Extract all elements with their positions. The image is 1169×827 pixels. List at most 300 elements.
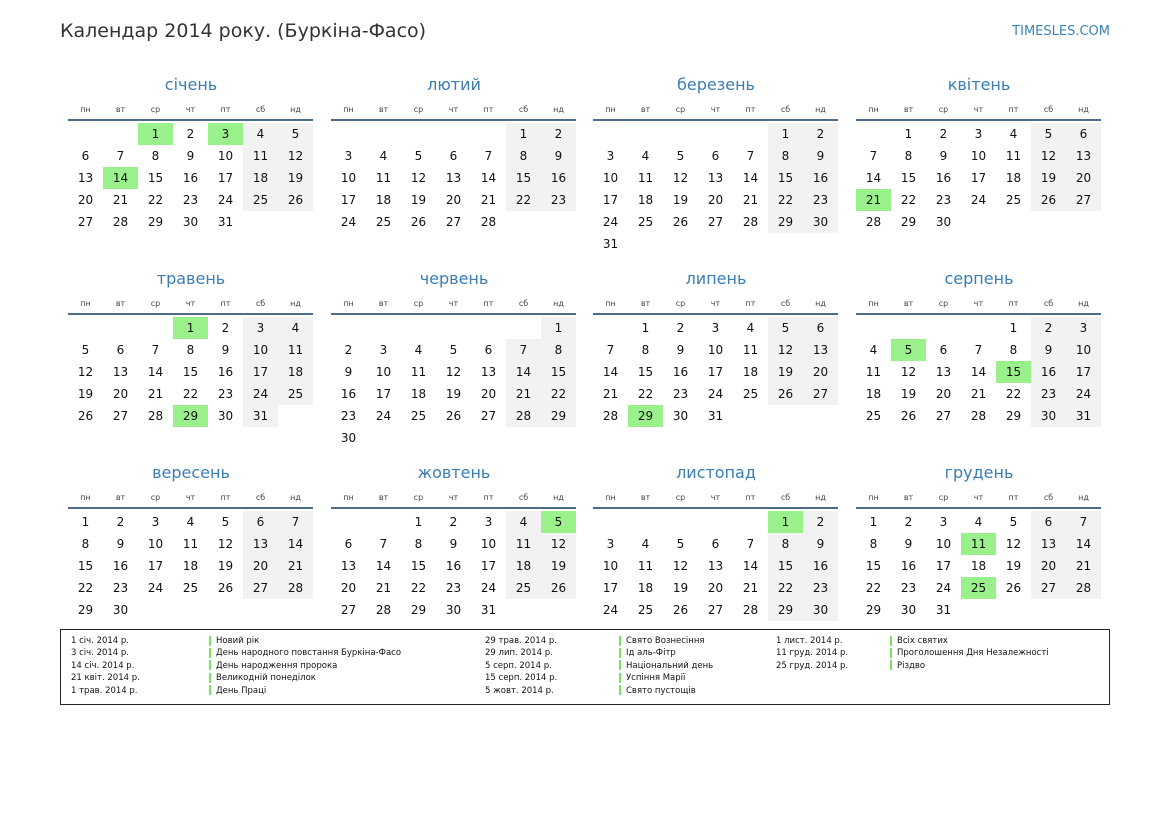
weekday-label: чт	[448, 493, 459, 502]
month-5	[68, 267, 314, 427]
day-cell: 31	[1066, 405, 1101, 427]
legend-date: 11 груд. 2014 р.	[776, 648, 849, 659]
day-grid	[68, 123, 314, 233]
day-cell: 7	[379, 537, 388, 551]
day-cell: 10	[480, 537, 497, 551]
day-cell: 5	[81, 343, 90, 357]
weekday-header	[68, 489, 314, 507]
day-cell: 14	[375, 559, 392, 573]
weekday-header	[331, 101, 577, 119]
day-cell: 17	[243, 361, 278, 383]
weekday-label: пт	[220, 493, 231, 502]
day-cell: 13	[112, 365, 129, 379]
day-cell: 30	[112, 603, 129, 617]
weekday-header	[593, 295, 839, 313]
holiday-day: 25	[961, 577, 996, 599]
day-cell: 15	[147, 171, 164, 185]
day-cell: 3	[484, 515, 493, 529]
day-cell: 26	[278, 189, 313, 211]
day-cell: 19	[672, 581, 689, 595]
weekday-header	[856, 295, 1102, 313]
day-cell: 3	[151, 515, 160, 529]
weekday-label: пн	[80, 299, 91, 308]
day-cell: 12	[672, 559, 689, 573]
day-cell: 6	[1031, 511, 1066, 533]
day-cell: 21	[375, 581, 392, 595]
day-cell: 23	[182, 193, 199, 207]
legend-holiday-name: Проголошення Дня Незалежності	[897, 648, 1049, 659]
day-cell: 9	[541, 145, 576, 167]
day-cell: 6	[449, 149, 458, 163]
day-cell: 27	[803, 383, 838, 405]
day-cell: 11	[278, 339, 313, 361]
header-rule	[856, 119, 1101, 121]
day-cell: 30	[935, 215, 952, 229]
day-cell: 4	[278, 317, 313, 339]
day-cell: 24	[480, 581, 497, 595]
day-cell: 13	[340, 559, 357, 573]
legend-names	[890, 635, 1049, 672]
day-cell: 21	[147, 387, 164, 401]
day-cell: 20	[112, 387, 129, 401]
empty-cell	[331, 123, 366, 145]
legend-date: 1 січ. 2014 р.	[71, 636, 130, 646]
legend-marker	[619, 673, 621, 683]
weekday-label: нд	[1078, 299, 1089, 308]
empty-cell	[663, 123, 698, 145]
day-cell: 21	[742, 581, 759, 595]
day-cell: 27	[445, 215, 462, 229]
legend-item	[209, 647, 401, 659]
weekday-label: сб	[780, 105, 791, 114]
day-cell: 31	[217, 215, 234, 229]
day-cell: 26	[445, 409, 462, 423]
day-cell: 17	[707, 365, 724, 379]
day-cell: 31	[243, 405, 278, 427]
day-cell: 18	[1005, 171, 1022, 185]
month-name: січень	[164, 75, 218, 94]
empty-cell	[891, 317, 926, 339]
day-cell: 19	[217, 559, 234, 573]
empty-cell	[856, 123, 891, 145]
day-cell: 11	[742, 343, 759, 357]
day-grid	[331, 511, 577, 621]
legend-date: 25 груд. 2014 р.	[776, 660, 849, 671]
holiday-day: 1	[138, 123, 173, 145]
day-cell: 22	[768, 577, 803, 599]
day-cell: 23	[445, 581, 462, 595]
legend-date: 15 серп. 2014 р.	[485, 673, 558, 684]
day-cell: 28	[742, 215, 759, 229]
day-cell: 24	[707, 387, 724, 401]
legend-dates	[71, 635, 140, 697]
day-cell: 9	[116, 537, 125, 551]
day-cell: 30	[1031, 405, 1066, 427]
header-rule	[856, 507, 1101, 509]
day-cell: 22	[900, 193, 917, 207]
day-cell: 17	[1066, 361, 1101, 383]
day-cell: 24	[1066, 383, 1101, 405]
weekday-label: пт	[483, 299, 494, 308]
day-cell: 8	[768, 533, 803, 555]
weekday-label: нд	[553, 493, 564, 502]
weekday-label: пт	[1008, 299, 1019, 308]
day-cell: 19	[672, 193, 689, 207]
day-cell: 4	[641, 537, 650, 551]
weekday-label: сб	[780, 493, 791, 502]
empty-cell	[733, 123, 768, 145]
day-cell: 2	[186, 127, 195, 141]
day-cell: 18	[742, 365, 759, 379]
day-cell: 14	[865, 171, 882, 185]
day-cell: 23	[112, 581, 129, 595]
day-cell: 22	[541, 383, 576, 405]
day-cell: 28	[375, 603, 392, 617]
legend-holiday-name: День народного повстання Буркіна-Фасо	[216, 648, 402, 659]
day-cell: 30	[340, 431, 357, 445]
day-cell: 7	[116, 149, 125, 163]
empty-cell	[506, 317, 541, 339]
weekday-label: вт	[640, 105, 651, 114]
day-cell: 25	[243, 189, 278, 211]
day-cell: 8	[541, 339, 576, 361]
day-cell: 8	[768, 145, 803, 167]
day-cell: 13	[1031, 533, 1066, 555]
month-name: серпень	[944, 269, 1014, 288]
day-cell: 28	[1066, 577, 1101, 599]
day-cell: 26	[672, 603, 689, 617]
month-name: вересень	[152, 463, 230, 482]
weekday-header	[331, 489, 577, 507]
day-cell: 7	[746, 149, 755, 163]
day-cell: 12	[1031, 145, 1066, 167]
day-cell: 4	[974, 515, 983, 529]
month-name: квітень	[947, 75, 1011, 94]
day-cell: 11	[637, 171, 654, 185]
month-name: червень	[419, 269, 489, 288]
header-rule	[68, 119, 313, 121]
empty-cell	[926, 317, 961, 339]
day-cell: 30	[445, 603, 462, 617]
day-cell: 9	[344, 365, 353, 379]
day-grid	[593, 511, 839, 621]
day-cell: 2	[803, 123, 838, 145]
day-cell: 28	[865, 215, 882, 229]
holiday-day: 1	[768, 511, 803, 533]
day-cell: 29	[900, 215, 917, 229]
month-10	[331, 461, 577, 621]
day-cell: 18	[637, 581, 654, 595]
weekday-label: сб	[518, 493, 529, 502]
day-cell: 17	[375, 387, 392, 401]
day-cell: 17	[147, 559, 164, 573]
day-cell: 15	[77, 559, 94, 573]
legend-item	[619, 685, 713, 697]
day-cell: 4	[746, 321, 755, 335]
empty-cell	[471, 317, 506, 339]
day-cell: 26	[217, 581, 234, 595]
weekday-label: пт	[483, 493, 494, 502]
day-cell: 22	[865, 581, 882, 595]
month-4	[856, 73, 1102, 233]
day-cell: 13	[1066, 145, 1101, 167]
day-cell: 9	[676, 343, 685, 357]
legend-item	[209, 685, 401, 697]
day-cell: 6	[243, 511, 278, 533]
empty-cell	[593, 123, 628, 145]
weekday-label: сб	[518, 299, 529, 308]
day-cell: 3	[711, 321, 720, 335]
legend-item	[619, 660, 713, 672]
day-cell: 14	[1066, 533, 1101, 555]
holiday-day: 29	[173, 405, 208, 427]
weekday-label: сб	[1043, 105, 1054, 114]
day-cell: 3	[974, 127, 983, 141]
weekday-label: пт	[220, 299, 231, 308]
weekday-label: вт	[640, 299, 651, 308]
holiday-day: 1	[173, 317, 208, 339]
day-cell: 17	[935, 559, 952, 573]
day-cell: 28	[112, 215, 129, 229]
day-cell: 23	[340, 409, 357, 423]
day-cell: 20	[803, 361, 838, 383]
day-cell: 16	[672, 365, 689, 379]
day-cell: 31	[707, 409, 724, 423]
empty-cell	[628, 511, 663, 533]
weekday-label: пн	[80, 105, 91, 114]
day-cell: 20	[1066, 167, 1101, 189]
day-cell: 16	[182, 171, 199, 185]
weekday-label: ср	[413, 493, 424, 502]
day-cell: 27	[1066, 189, 1101, 211]
weekday-label: пн	[343, 299, 354, 308]
day-cell: 17	[970, 171, 987, 185]
weekday-label: ср	[413, 105, 424, 114]
weekday-label: сб	[780, 299, 791, 308]
day-cell: 22	[147, 193, 164, 207]
weekday-label: вт	[378, 105, 389, 114]
legend-dates	[776, 635, 848, 672]
day-cell: 25	[1005, 193, 1022, 207]
weekday-label: нд	[553, 105, 564, 114]
legend-date: 1 трав. 2014 р.	[71, 685, 138, 696]
day-cell: 16	[541, 167, 576, 189]
legend-item	[890, 660, 1049, 672]
day-cell: 24	[602, 215, 619, 229]
day-cell: 1	[414, 515, 423, 529]
day-cell: 20	[1031, 555, 1066, 577]
day-cell: 5	[676, 537, 685, 551]
day-cell: 21	[742, 193, 759, 207]
weekday-label: вт	[903, 299, 914, 308]
day-grid	[856, 123, 1102, 233]
day-cell: 7	[151, 343, 160, 357]
day-cell: 18	[375, 193, 392, 207]
weekday-label: чт	[973, 299, 984, 308]
day-cell: 30	[182, 215, 199, 229]
day-cell: 11	[1005, 149, 1022, 163]
day-cell: 26	[541, 577, 576, 599]
day-cell: 28	[506, 405, 541, 427]
day-cell: 12	[217, 537, 234, 551]
day-cell: 13	[445, 171, 462, 185]
day-cell: 23	[217, 387, 234, 401]
day-cell: 14	[602, 365, 619, 379]
day-cell: 4	[243, 123, 278, 145]
day-cell: 10	[602, 559, 619, 573]
day-cell: 24	[147, 581, 164, 595]
empty-cell	[331, 317, 366, 339]
legend-holiday-name: Успіння Марії	[626, 673, 686, 684]
day-cell: 25	[278, 383, 313, 405]
day-cell: 9	[939, 149, 948, 163]
day-cell: 17	[480, 559, 497, 573]
site-link[interactable]: TIMESLES.COM	[1012, 24, 1110, 39]
month-name: лютий	[427, 75, 481, 94]
day-cell: 26	[1005, 581, 1022, 595]
day-cell: 29	[77, 603, 94, 617]
holiday-day: 14	[103, 167, 138, 189]
day-cell: 18	[506, 555, 541, 577]
month-2	[331, 73, 577, 233]
day-cell: 9	[904, 537, 913, 551]
day-grid	[331, 317, 577, 449]
legend-holiday-name: Свято Вознесіння	[626, 636, 705, 646]
weekday-label: пн	[605, 105, 616, 114]
day-cell: 14	[742, 171, 759, 185]
weekday-label: вт	[115, 493, 126, 502]
weekday-label: сб	[255, 299, 266, 308]
weekday-label: вт	[903, 493, 914, 502]
day-cell: 5	[221, 515, 230, 529]
day-cell: 16	[803, 167, 838, 189]
day-cell: 31	[935, 603, 952, 617]
day-cell: 16	[445, 559, 462, 573]
weekday-label: пт	[1008, 105, 1019, 114]
day-cell: 13	[803, 339, 838, 361]
day-cell: 28	[970, 409, 987, 423]
legend-marker	[619, 685, 621, 695]
day-cell: 19	[1005, 559, 1022, 573]
day-cell: 21	[1066, 555, 1101, 577]
day-cell: 22	[506, 189, 541, 211]
legend-item	[619, 647, 713, 659]
legend-item	[209, 635, 401, 647]
header-rule	[593, 119, 838, 121]
day-grid	[331, 123, 577, 233]
day-cell: 20	[935, 387, 952, 401]
day-cell: 12	[278, 145, 313, 167]
weekday-header	[68, 101, 314, 119]
day-cell: 25	[375, 215, 392, 229]
day-cell: 31	[602, 237, 619, 251]
day-cell: 6	[116, 343, 125, 357]
legend-marker	[890, 660, 892, 670]
weekday-label: вт	[903, 105, 914, 114]
legend-holiday-name: Ід аль-Фітр	[626, 648, 676, 659]
month-6	[331, 267, 577, 449]
day-cell: 18	[865, 387, 882, 401]
day-cell: 21	[506, 383, 541, 405]
day-cell: 20	[707, 581, 724, 595]
day-cell: 24	[935, 581, 952, 595]
day-cell: 6	[711, 537, 720, 551]
empty-cell	[68, 123, 103, 145]
day-cell: 27	[77, 215, 94, 229]
day-cell: 19	[278, 167, 313, 189]
header-rule	[593, 507, 838, 509]
empty-cell	[698, 511, 733, 533]
legend-item	[209, 660, 401, 672]
day-cell: 9	[186, 149, 195, 163]
empty-cell	[628, 123, 663, 145]
empty-cell	[138, 317, 173, 339]
empty-cell	[366, 511, 401, 533]
day-cell: 13	[707, 559, 724, 573]
day-cell: 25	[506, 577, 541, 599]
day-grid	[593, 317, 839, 427]
legend-marker	[619, 660, 621, 670]
day-cell: 2	[116, 515, 125, 529]
day-cell: 19	[541, 555, 576, 577]
day-cell: 1	[541, 317, 576, 339]
legend-holiday-name: Свято пустощів	[626, 685, 696, 696]
day-cell: 6	[484, 343, 493, 357]
empty-cell	[961, 317, 996, 339]
weekday-label: ср	[938, 493, 949, 502]
legend-holiday-name: День народження пророка	[216, 660, 338, 671]
day-cell: 26	[410, 215, 427, 229]
day-cell: 6	[803, 317, 838, 339]
day-cell: 1	[641, 321, 650, 335]
weekday-label: сб	[518, 105, 529, 114]
day-cell: 20	[707, 193, 724, 207]
legend-names	[209, 635, 401, 697]
day-cell: 19	[1031, 167, 1066, 189]
day-cell: 8	[904, 149, 913, 163]
legend-date: 1 лист. 2014 р.	[776, 636, 843, 646]
day-cell: 3	[1066, 317, 1101, 339]
day-cell: 29	[768, 599, 803, 621]
month-name: листопад	[676, 463, 756, 482]
weekday-label: ср	[150, 493, 161, 502]
day-cell: 15	[768, 167, 803, 189]
weekday-label: нд	[1078, 493, 1089, 502]
holiday-day: 15	[996, 361, 1031, 383]
month-12	[856, 461, 1102, 621]
day-cell: 16	[340, 387, 357, 401]
day-cell: 22	[1005, 387, 1022, 401]
weekday-label: чт	[710, 493, 721, 502]
day-cell: 30	[672, 409, 689, 423]
day-cell: 30	[217, 409, 234, 423]
weekday-label: вт	[115, 105, 126, 114]
holiday-day: 11	[961, 533, 996, 555]
day-cell: 15	[506, 167, 541, 189]
weekday-label: пн	[605, 299, 616, 308]
empty-cell	[471, 123, 506, 145]
day-cell: 10	[147, 537, 164, 551]
legend-marker	[619, 636, 621, 646]
day-cell: 8	[506, 145, 541, 167]
day-cell: 14	[278, 533, 313, 555]
day-cell: 24	[243, 383, 278, 405]
day-cell: 8	[641, 343, 650, 357]
day-cell: 27	[480, 409, 497, 423]
day-cell: 11	[506, 533, 541, 555]
day-cell: 2	[939, 127, 948, 141]
day-cell: 11	[243, 145, 278, 167]
